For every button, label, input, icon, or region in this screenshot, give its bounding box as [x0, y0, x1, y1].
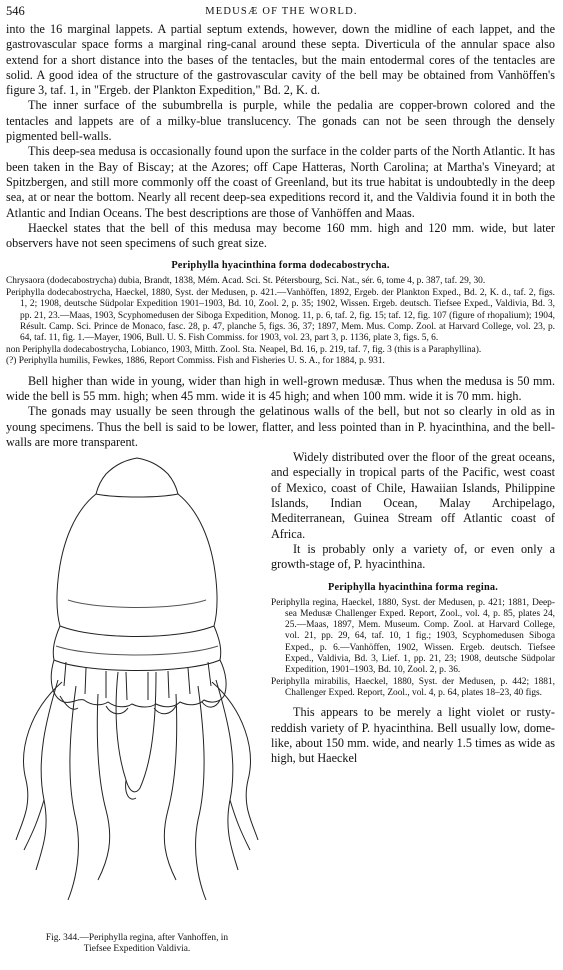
section-title: Periphylla hyacinthina forma dodecabostrycha.	[171, 260, 390, 272]
page-number: 546	[6, 4, 25, 18]
synonymy-entry: non Periphylla dodecabostrycha, Lobianco, 1903, Mitth. Zool. Sta. Neapel, Bd. 16, p. 219, taf. 7, fig. 3 (this is a Paraphyllina).	[6, 344, 482, 355]
synonymy-entry: Periphylla dodecabostrycha, Haeckel, 1880, Syst. der Medusen, p. 421.—Vanhöffen, 1892, Ergeb. der Plankton Exped., Bd. 2, K. d., taf. 2, figs. 1, 2; 1908, deutsche Südpolar Expedition 1901–1903, Bd. 10, Zool. 2, p. 35; 1902, Wissen. Ergeb. deutsch. Tiefsee Exped., Valdivia, Bd. 3, pp. 21, 23.—Maas, 1903, Scyphomedusen der Siboga Expedition, Monog. 11, p. 6, taf. 2, fig. 15; taf. 12, fig. 107 (figure of rhopalium); 1904, Résult. Camp. Sci. Prince de Monaco, fasc. 28, p. 47, planche 5, figs. 36, 37; 1897, Mem. Mus. Comp. Zool. at Harvard College, vol. 23, p. 64, taf. 11, fig. 1.—Mayer, 1906, Bull. U. S. Fish Commiss. for 1903, vol. 23, part 3, p. 1136, plate 3, figs. 5, 6.	[6, 287, 555, 344]
paragraph: This deep-sea medusa is occasionally found upon the surface in the colder parts of the North Atlantic. It has been taken in the Bay of Biscay; at the Azores; off Cape Hatteras, North Carolina; at Martha's Vineyard; at Spitzbergen, and still more commonly off the coast of Greenland, but its true habitat is undoubtedly in the deep sea, at or near the bottom. Nearly all recent deep-sea expeditions record it, and the Valdivia found it in both the Atlantic and Indian Oceans. The best descriptions are those of Vanhöffen and Maas.	[6, 144, 555, 220]
right-column	[271, 450, 555, 766]
figure-344	[6, 450, 268, 970]
figure-and-column	[6, 450, 555, 955]
paragraph: into the 16 marginal lappets. A partial septum extends, however, down the midline of each lappet, and the gastrovascular space forms a marginal ring-canal around these septa. Diverticula of the annular space also extend for a short distance into the bases of the tentacles, but the main entodermal cores of the tentacles are solid. A good idea of the structure of the gastrovascular cavity of the bell may be obtained from Vanhöffen's figure 3, taf. 1, in "Ergeb. der Plankton Expedition," Bd. 2, K. d.	[6, 22, 555, 98]
synonymy-entry: (?) Periphylla humilis, Fewkes, 1886, Report Commiss. Fish and Fisheries U. S. A., for 1884, p. 931.	[6, 356, 385, 367]
caption-line: Fig. 344.—Periphylla regina, after Vanhoffen, in	[45, 933, 229, 944]
page-body	[6, 22, 555, 955]
synonymy-entry: Periphylla mirabilis, Haeckel, 1880, Syst. der Medusen, p. 442; 1881, Challenger Exped. Report, Zool., vol. 4, p. 64, plates 18–23, 40 figs.	[271, 676, 555, 698]
synonymy-entry: Periphylla regina, Haeckel, 1880, Syst. der Medusen, p. 421; 1881, Deep-sea Medusæ Challenger Exped. Report, Zool., vol. 4, p. 85, plates 24, 25.—Maas, 1897, Mem. Museum. Comp. Zool. at Harvard College, vol. 21, pp. 29, 64, taf. 10, 1 fig.; 1903, Scyphomedusen Siboga Exped., p. 6.—Vanhöffen, 1902, Wissen. Ergeb. deutsch. Tiefsee Exped., Valdivia, Bd. 3, Lief. 1, pp. 21, 23; 1908, deutsche Südpolar Expedition, 1901–1903, Bd. 10, Zool. 2, p. 36.	[271, 597, 555, 676]
paragraph: The gonads may usually be seen through the gelatinous walls of the bell, but not so clearly in old as in young specimens. Thus the bell is said to be lower, flatter, and less pointed than in P. hyacinthina, and the bell-walls are more transparent.	[6, 404, 555, 449]
section-title: Periphylla hyacinthina forma regina.	[327, 581, 499, 593]
paragraph: Widely distributed over the floor of the great oceans, and especially in tropical parts of the Pacific, west coast of Mexico, coast of Chile, Hawaiian Islands, Philippine Islands, Indian Ocean, Malay Archipelago, Mediterranean, Guinea Stream off Atlantic coast of Africa.	[271, 450, 555, 541]
synonymy-list	[6, 276, 555, 367]
medusa-illustration	[6, 450, 268, 930]
synonymy-list	[271, 598, 555, 700]
synonymy-entry: Chrysaora (dodecabostrycha) dubia, Brandt, 1838, Mém. Acad. Sci. St. Pétersbourg, Sci. Nat., sér. 6, tome 4, p. 387, taf. 29, 30.	[6, 276, 486, 287]
paragraph: It is probably only a variety of, or even only a growth-stage of, P. hyacinthina.	[271, 541, 555, 572]
paragraph: The inner surface of the subumbrella is purple, while the pedalia are copper-brown colored and the tentacles and lappets are of a milky-blue translucency. The gonads can not be seen through the densely pigmented bell-walls.	[6, 98, 555, 144]
paragraph: Haeckel states that the bell of this medusa may become 160 mm. high and 120 mm. wide, but later observers have not seen specimens of such great size.	[6, 220, 555, 251]
figure-caption	[6, 933, 268, 955]
page-header	[6, 4, 557, 20]
paragraph: Bell higher than wide in young, wider than high in well-grown medusæ. Thus when the medusa is 50 mm. wide the bell is 55 mm. high; when 45 mm. wide it is 45 high; and when 100 mm. wide it is 70 mm. high.	[6, 373, 555, 403]
paragraph: This appears to be merely a light violet or rusty-reddish variety of P. hyacinthina. Bell usually low, dome-like, about 150 mm. wide, and nearly 1.5 times as wide as high, but Haeckel	[271, 705, 555, 766]
running-head: MEDUSÆ OF THE WORLD.	[205, 6, 358, 17]
caption-line: Tiefsee Expedition Valdivia.	[83, 944, 191, 955]
